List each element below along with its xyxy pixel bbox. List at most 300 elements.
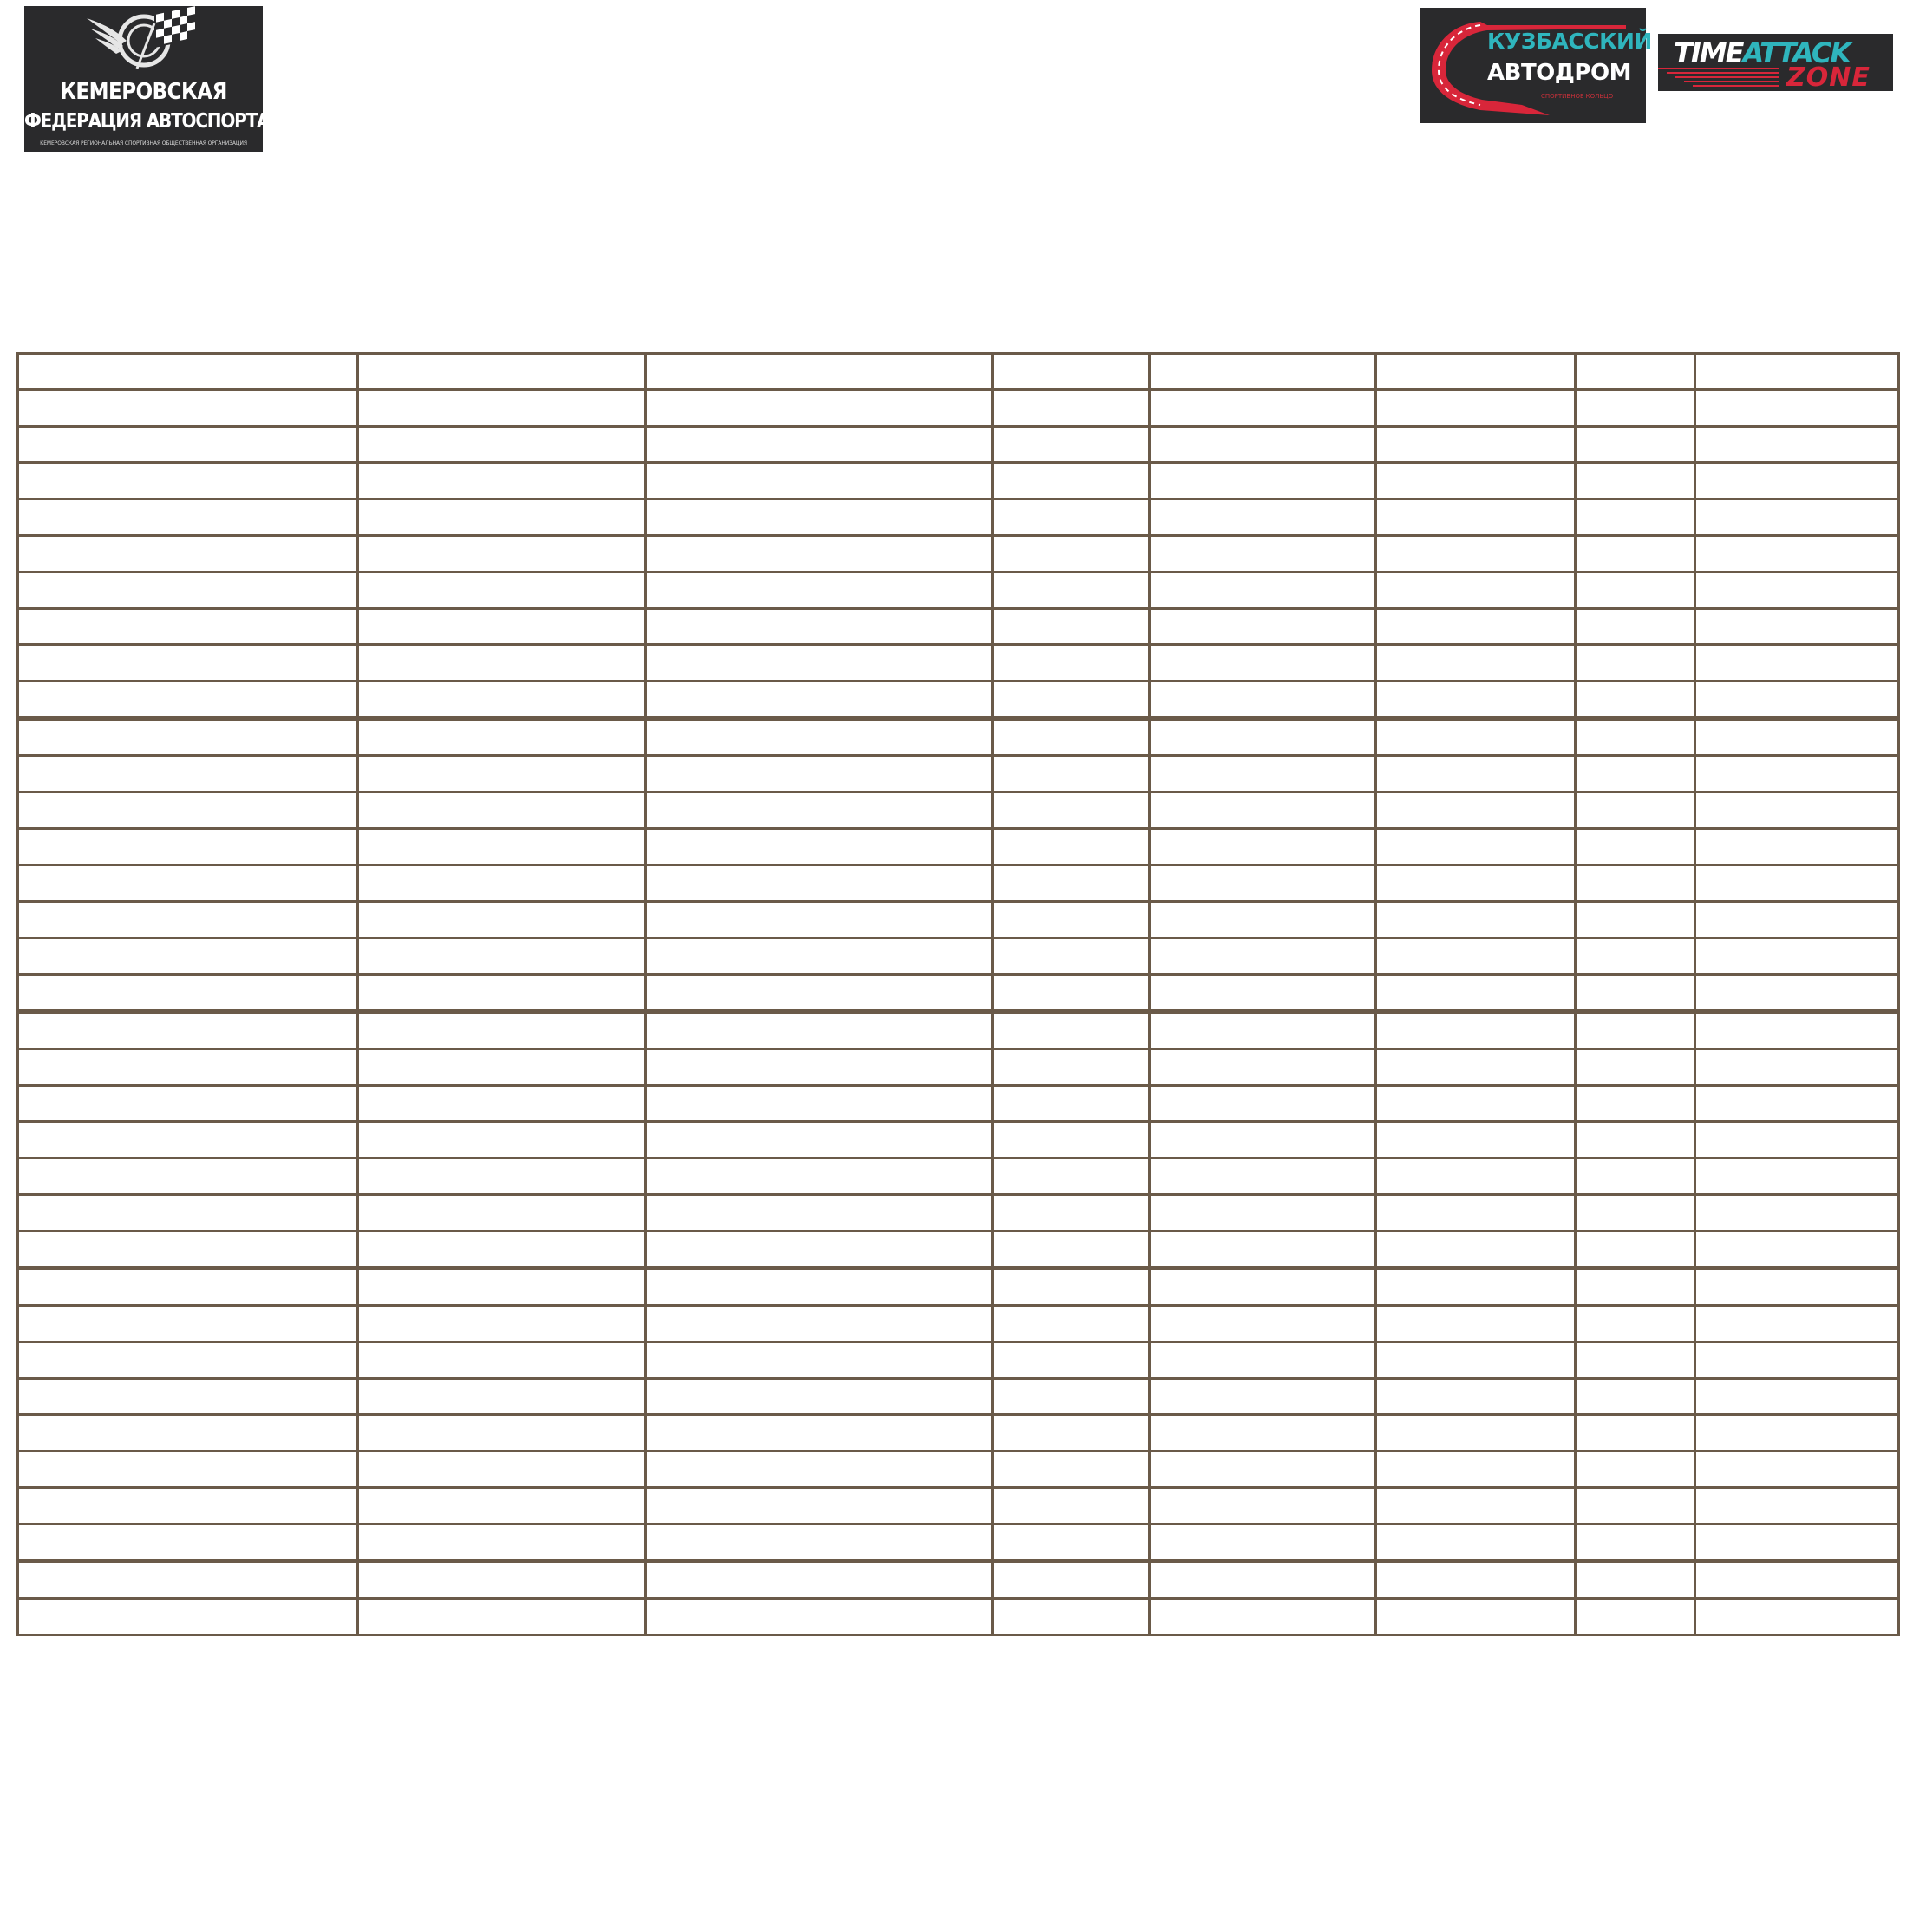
table-cell (1150, 1049, 1376, 1086)
table-cell (358, 645, 646, 682)
table-cell (18, 499, 358, 536)
table-cell (18, 1415, 358, 1452)
table-cell (1576, 1269, 1695, 1306)
table-cell (1376, 427, 1576, 463)
table-cell (1695, 1524, 1899, 1562)
table-cell (18, 1599, 358, 1635)
table-cell (1376, 499, 1576, 536)
federation-line-3: КЕМЕРОВСКАЯ РЕГИОНАЛЬНАЯ СПОРТИВНАЯ ОБЩЕСТВЕННАЯ ОРГАНИЗАЦИЯ (40, 140, 247, 147)
table-cell (993, 427, 1150, 463)
table-cell (646, 1306, 993, 1342)
table-row (18, 1306, 1899, 1342)
table-row (18, 719, 1899, 756)
table-cell (358, 829, 646, 865)
table-row (18, 938, 1899, 975)
table-cell (646, 572, 993, 609)
table-cell (1150, 1488, 1376, 1524)
table-cell (1150, 938, 1376, 975)
table-cell (1150, 829, 1376, 865)
table-cell (993, 865, 1150, 902)
table-cell (993, 682, 1150, 719)
table-row (18, 1488, 1899, 1524)
table-cell (358, 427, 646, 463)
table-cell (1150, 1452, 1376, 1488)
table-cell (1576, 1562, 1695, 1599)
table-cell (1576, 682, 1695, 719)
table-cell (1376, 793, 1576, 829)
table-row (18, 536, 1899, 572)
table-cell (993, 719, 1150, 756)
table-cell (1695, 793, 1899, 829)
table-cell (1376, 1122, 1576, 1159)
table-cell (646, 865, 993, 902)
table-cell (646, 427, 993, 463)
table-cell (1695, 390, 1899, 427)
table-cell (358, 1086, 646, 1122)
table-cell (358, 463, 646, 499)
table-cell (1695, 1159, 1899, 1195)
table-cell (1376, 645, 1576, 682)
table-cell (993, 645, 1150, 682)
table-cell (358, 902, 646, 938)
kuzbass-line-1: КУЗБАССКИЙ (1487, 29, 1652, 54)
table-cell (18, 1524, 358, 1562)
table-cell (18, 1342, 358, 1379)
table-row (18, 499, 1899, 536)
table-cell (18, 829, 358, 865)
table-cell (358, 793, 646, 829)
table-cell (1695, 1488, 1899, 1524)
table-cell (1376, 1452, 1576, 1488)
table-cell (1150, 1012, 1376, 1049)
table-cell (1576, 1195, 1695, 1231)
table-cell (993, 1231, 1150, 1269)
table-cell (1695, 902, 1899, 938)
table-cell (358, 572, 646, 609)
table-cell (646, 609, 993, 645)
table-cell (1376, 463, 1576, 499)
table-cell (1150, 390, 1376, 427)
table-cell (646, 756, 993, 793)
table-cell (358, 499, 646, 536)
table-cell (1150, 1269, 1376, 1306)
table-cell (1150, 536, 1376, 572)
table-row (18, 1122, 1899, 1159)
table-cell (1376, 1195, 1576, 1231)
table-row (18, 1415, 1899, 1452)
table-cell (1695, 427, 1899, 463)
table-cell (1695, 1012, 1899, 1049)
table-cell (646, 536, 993, 572)
table-cell (646, 1488, 993, 1524)
table-cell (993, 1195, 1150, 1231)
word-zone: ZONE (1786, 62, 1871, 91)
table-cell (646, 1122, 993, 1159)
table-cell (993, 1524, 1150, 1562)
table-cell (1576, 536, 1695, 572)
table-cell (993, 1342, 1150, 1379)
table-cell (1576, 1159, 1695, 1195)
table-cell (18, 427, 358, 463)
table-cell (1376, 682, 1576, 719)
table-row (18, 427, 1899, 463)
table-cell (1376, 1269, 1576, 1306)
table-cell (1576, 1488, 1695, 1524)
table-cell (1695, 1231, 1899, 1269)
table-cell (646, 1086, 993, 1122)
table-cell (1576, 354, 1695, 390)
table-cell (646, 645, 993, 682)
table-cell (1576, 1379, 1695, 1415)
table-row (18, 793, 1899, 829)
table-cell (646, 1562, 993, 1599)
table-cell (1576, 1599, 1695, 1635)
table-cell (1695, 645, 1899, 682)
table-cell (1695, 1049, 1899, 1086)
table-cell (1150, 354, 1376, 390)
table-cell (358, 609, 646, 645)
table-cell (18, 1379, 358, 1415)
table-cell (1576, 1342, 1695, 1379)
table-cell (18, 1159, 358, 1195)
table-cell (1576, 938, 1695, 975)
table-cell (646, 902, 993, 938)
table-cell (18, 1306, 358, 1342)
table-cell (1695, 756, 1899, 793)
table-cell (993, 902, 1150, 938)
table-row (18, 829, 1899, 865)
table-cell (1576, 1012, 1695, 1049)
table-cell (18, 975, 358, 1012)
table-cell (358, 1524, 646, 1562)
table-cell (1695, 1452, 1899, 1488)
table-cell (1376, 609, 1576, 645)
table-cell (18, 1562, 358, 1599)
table-cell (1376, 1562, 1576, 1599)
table-cell (358, 1195, 646, 1231)
table-cell (646, 499, 993, 536)
table-cell (1695, 1599, 1899, 1635)
table-row (18, 975, 1899, 1012)
table-cell (358, 1415, 646, 1452)
table-cell (1150, 865, 1376, 902)
table-cell (1695, 1195, 1899, 1231)
table-cell (1576, 390, 1695, 427)
table-cell (18, 1012, 358, 1049)
table-cell (1376, 1379, 1576, 1415)
federation-line-1: КЕМЕРОВСКАЯ (60, 79, 227, 105)
table-cell (18, 1269, 358, 1306)
table-cell (358, 719, 646, 756)
table-cell (646, 1049, 993, 1086)
table-cell (1576, 756, 1695, 793)
table-cell (1695, 719, 1899, 756)
table-cell (1150, 1306, 1376, 1342)
table-cell (993, 572, 1150, 609)
table-cell (993, 1306, 1150, 1342)
table-cell (1576, 427, 1695, 463)
table-cell (1695, 1562, 1899, 1599)
table-cell (18, 865, 358, 902)
results-grid (16, 352, 1900, 1636)
table-cell (358, 938, 646, 975)
table-cell (993, 1415, 1150, 1452)
winged-wheel-checkered-flag-icon (24, 6, 263, 84)
table-row (18, 1269, 1899, 1306)
table-cell (1576, 865, 1695, 902)
table-row (18, 609, 1899, 645)
table-cell (358, 390, 646, 427)
table-cell (993, 1269, 1150, 1306)
table-row (18, 1086, 1899, 1122)
table-cell (1695, 829, 1899, 865)
table-cell (1376, 1012, 1576, 1049)
table-cell (1576, 609, 1695, 645)
table-cell (1695, 354, 1899, 390)
table-cell (358, 1269, 646, 1306)
table-cell (1150, 1599, 1376, 1635)
table-cell (1376, 829, 1576, 865)
table-cell (358, 1488, 646, 1524)
table-cell (1150, 609, 1376, 645)
table-cell (1376, 865, 1576, 902)
table-cell (18, 645, 358, 682)
table-cell (1376, 719, 1576, 756)
table-cell (993, 756, 1150, 793)
table-cell (1150, 1524, 1376, 1562)
table-cell (993, 1562, 1150, 1599)
table-cell (1695, 938, 1899, 975)
table-cell (993, 1049, 1150, 1086)
table-cell (358, 1231, 646, 1269)
table-cell (1150, 793, 1376, 829)
table-cell (1150, 1342, 1376, 1379)
table-cell (1376, 1599, 1576, 1635)
table-cell (993, 1599, 1150, 1635)
table-cell (18, 719, 358, 756)
table-cell (993, 1379, 1150, 1415)
table-cell (1695, 1342, 1899, 1379)
table-row (18, 682, 1899, 719)
table-cell (1376, 390, 1576, 427)
table-cell (358, 1599, 646, 1635)
table-cell (18, 572, 358, 609)
table-cell (358, 975, 646, 1012)
table-cell (1695, 682, 1899, 719)
table-row (18, 1599, 1899, 1635)
table-cell (646, 1599, 993, 1635)
table-cell (1576, 572, 1695, 609)
table-cell (18, 1049, 358, 1086)
table-row (18, 572, 1899, 609)
table-cell (1576, 902, 1695, 938)
table-row (18, 1379, 1899, 1415)
time-attack-zone-logo (1658, 34, 1893, 91)
table-cell (1576, 1415, 1695, 1452)
table-cell (1576, 499, 1695, 536)
table-cell (993, 390, 1150, 427)
table-cell (18, 793, 358, 829)
table-cell (1376, 1049, 1576, 1086)
table-cell (358, 1306, 646, 1342)
table-cell (1150, 902, 1376, 938)
table-row (18, 1524, 1899, 1562)
table-cell (1150, 1379, 1376, 1415)
table-row (18, 1159, 1899, 1195)
table-cell (1150, 719, 1376, 756)
table-row (18, 902, 1899, 938)
table-cell (646, 354, 993, 390)
table-cell (358, 865, 646, 902)
table-cell (1150, 1562, 1376, 1599)
table-cell (18, 1452, 358, 1488)
table-row (18, 1452, 1899, 1488)
table-cell (646, 1415, 993, 1452)
table-cell (1576, 975, 1695, 1012)
table-cell (646, 1379, 993, 1415)
federation-line-2: ФЕДЕРАЦИЯ АВТОСПОРТА (24, 108, 270, 133)
table-cell (18, 1122, 358, 1159)
table-cell (1576, 1122, 1695, 1159)
table-cell (993, 793, 1150, 829)
table-cell (358, 1012, 646, 1049)
table-cell (18, 354, 358, 390)
table-cell (18, 682, 358, 719)
table-cell (358, 1379, 646, 1415)
table-cell (1376, 572, 1576, 609)
table-cell (993, 975, 1150, 1012)
table-cell (358, 354, 646, 390)
table-cell (993, 1159, 1150, 1195)
table-cell (1695, 572, 1899, 609)
table-cell (1150, 463, 1376, 499)
table-cell (18, 390, 358, 427)
table-cell (993, 938, 1150, 975)
table-cell (1576, 1524, 1695, 1562)
word-time: TIME (1674, 36, 1743, 69)
table-cell (18, 1231, 358, 1269)
federation-logo (24, 6, 270, 152)
table-cell (1576, 1231, 1695, 1269)
table-cell (358, 1159, 646, 1195)
table-cell (1376, 902, 1576, 938)
table-cell (1376, 536, 1576, 572)
table-cell (646, 1342, 993, 1379)
table-cell (1576, 719, 1695, 756)
table-cell (1695, 865, 1899, 902)
table-row (18, 1195, 1899, 1231)
table-cell (646, 1195, 993, 1231)
table-cell (1150, 499, 1376, 536)
table-cell (1150, 756, 1376, 793)
table-cell (993, 1012, 1150, 1049)
table-cell (18, 609, 358, 645)
table-cell (358, 1049, 646, 1086)
table-cell (1376, 1086, 1576, 1122)
table-cell (1376, 1159, 1576, 1195)
table-cell (1695, 609, 1899, 645)
table-cell (358, 536, 646, 572)
table-cell (646, 1524, 993, 1562)
table-cell (1150, 1415, 1376, 1452)
table-cell (358, 1562, 646, 1599)
table-cell (1695, 1122, 1899, 1159)
table-cell (1695, 463, 1899, 499)
table-cell (1376, 1342, 1576, 1379)
table-cell (1576, 829, 1695, 865)
table-cell (1576, 645, 1695, 682)
table-cell (993, 1452, 1150, 1488)
table-cell (1150, 572, 1376, 609)
table-cell (646, 793, 993, 829)
table-cell (1695, 1086, 1899, 1122)
table-cell (1576, 1049, 1695, 1086)
table-cell (1376, 1231, 1576, 1269)
table-row (18, 390, 1899, 427)
table-cell (1376, 756, 1576, 793)
table-cell (646, 1231, 993, 1269)
results-grid-body (18, 354, 1899, 1635)
table-cell (1695, 536, 1899, 572)
table-cell (646, 1452, 993, 1488)
table-cell (993, 609, 1150, 645)
table-cell (646, 938, 993, 975)
table-cell (18, 1488, 358, 1524)
table-cell (1576, 1306, 1695, 1342)
table-cell (18, 756, 358, 793)
table-cell (1150, 1231, 1376, 1269)
table-row (18, 1049, 1899, 1086)
table-cell (1695, 1306, 1899, 1342)
table-cell (1150, 1195, 1376, 1231)
table-cell (1150, 975, 1376, 1012)
kuzbass-autodrome-logo (1420, 8, 1652, 123)
table-cell (358, 1452, 646, 1488)
table-cell (1376, 975, 1576, 1012)
table-cell (993, 354, 1150, 390)
table-cell (646, 1012, 993, 1049)
table-cell (1376, 938, 1576, 975)
word-attack: ATTACK (1742, 36, 1851, 69)
table-cell (993, 463, 1150, 499)
table-row (18, 756, 1899, 793)
table-cell (646, 1269, 993, 1306)
table-cell (18, 938, 358, 975)
table-cell (1576, 463, 1695, 499)
table-cell (1150, 1122, 1376, 1159)
table-cell (18, 1195, 358, 1231)
table-cell (18, 463, 358, 499)
table-cell (646, 975, 993, 1012)
table-cell (993, 829, 1150, 865)
table-cell (1376, 1306, 1576, 1342)
table-cell (1576, 1086, 1695, 1122)
table-cell (1576, 793, 1695, 829)
table-cell (18, 1086, 358, 1122)
table-cell (993, 1488, 1150, 1524)
table-cell (1376, 354, 1576, 390)
table-cell (1695, 1269, 1899, 1306)
table-row (18, 1012, 1899, 1049)
table-row (18, 865, 1899, 902)
table-row (18, 1342, 1899, 1379)
table-cell (646, 390, 993, 427)
table-cell (646, 719, 993, 756)
table-cell (358, 756, 646, 793)
table-cell (1150, 1159, 1376, 1195)
table-cell (1150, 682, 1376, 719)
table-cell (1150, 427, 1376, 463)
